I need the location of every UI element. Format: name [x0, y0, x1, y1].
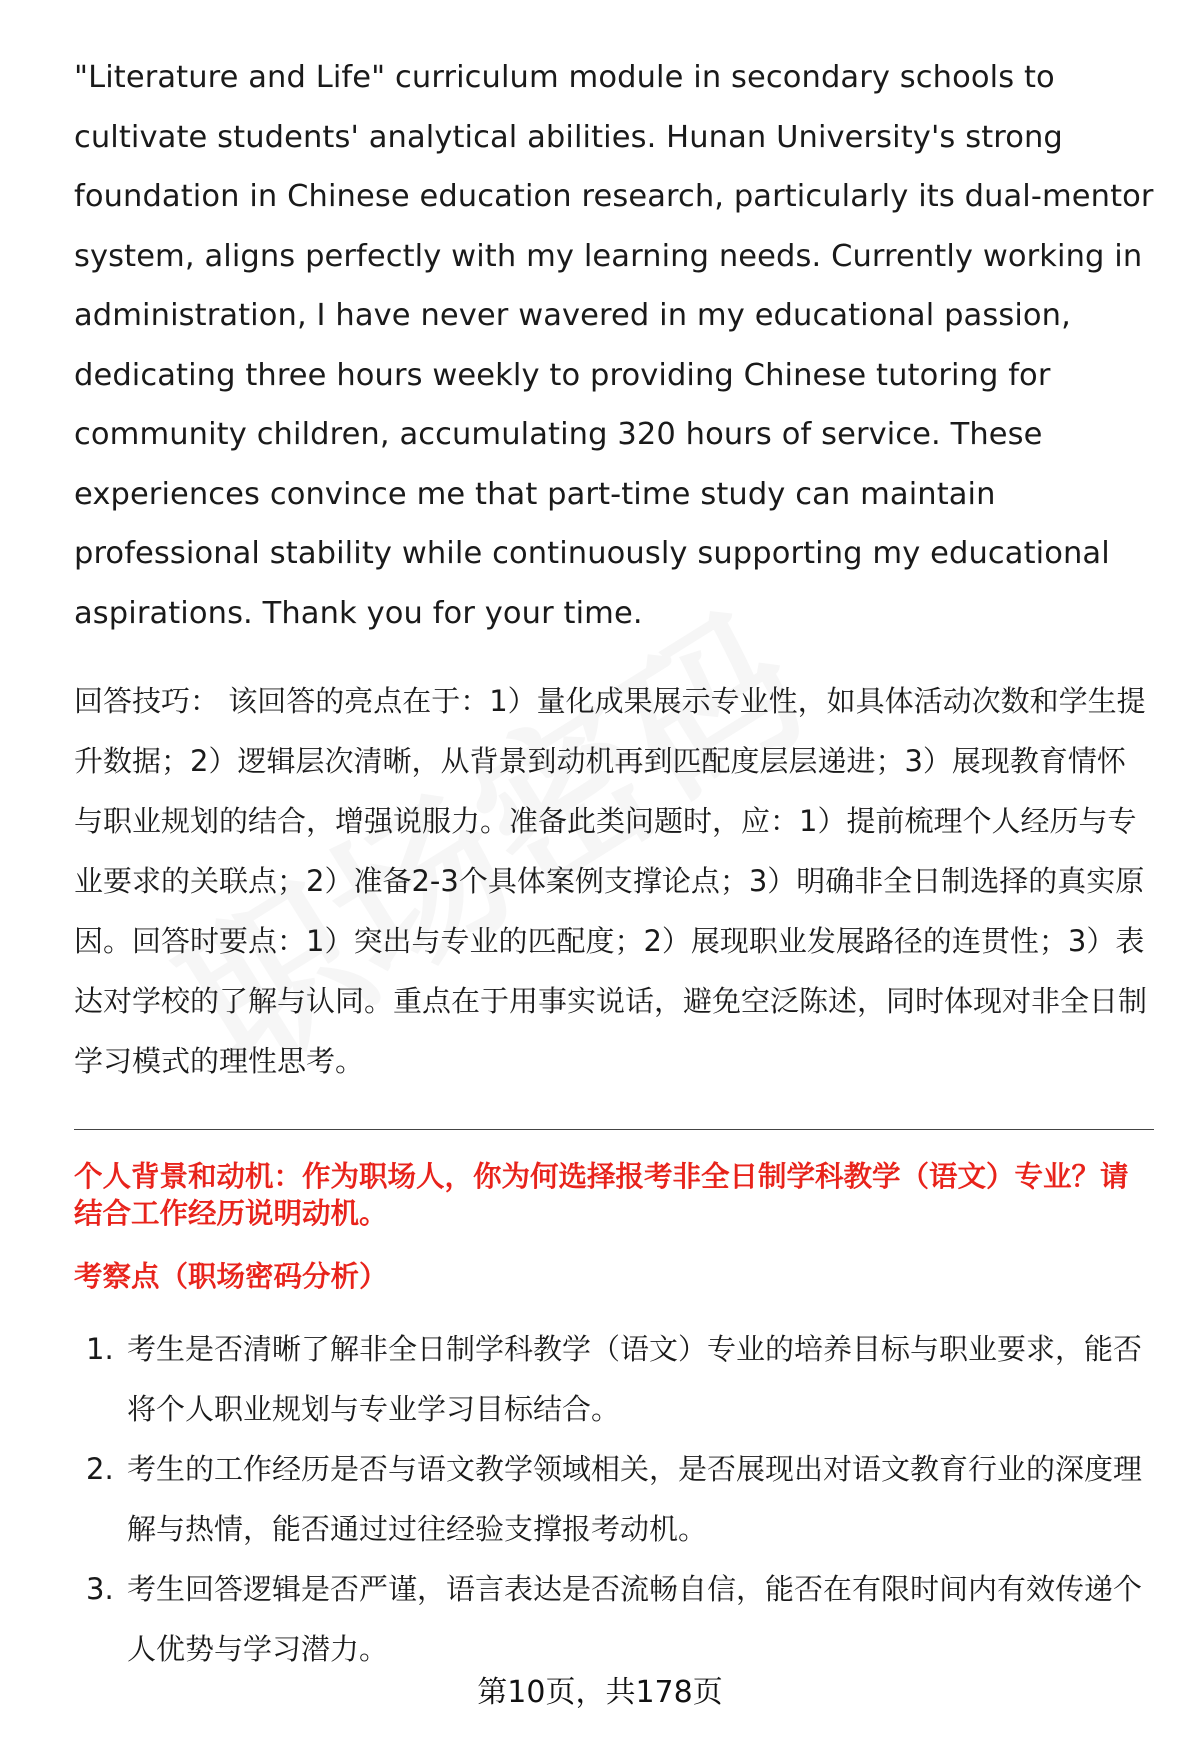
list-item-number: 3. — [86, 1572, 114, 1606]
answer-paragraph: "Literature and Life" curriculum module in secondary schools to cultivate students' analytical abilities. Hunan University's strong foundation in Chinese education research, particularly its dual-mentor system, aligns perfectly with my learning needs. Currently working in administration, I have never wavered in my educational passion, dedicating three hours weekly to providing Chinese tutoring for community children, accumulating 320 hours of service. These experiences convince me that part-time study can maintain professional stability while continuously supporting my educational aspirations. Thank you for your time. — [74, 60, 1154, 631]
list-item-text: 考生是否清晰了解非全日制学科教学（语文）专业的培养目标与职业要求，能否将个人职业规划与专业学习目标结合。 — [127, 1332, 1143, 1426]
list-item-text: 考生的工作经历是否与语文教学领域相关，是否展现出对语文教育行业的深度理解与热情，能否通过过往经验支撑报考动机。 — [127, 1452, 1143, 1546]
list-item — [74, 1439, 1154, 1559]
question-heading: 个人背景和动机：作为职场人，你为何选择报考非全日制学科教学（语文）专业？请结合工作经历说明动机。 — [74, 1160, 1129, 1230]
list-item — [74, 1559, 1154, 1679]
section-divider — [74, 1129, 1154, 1130]
page-footer: 第10页，共178页 — [477, 1675, 723, 1710]
list-item — [74, 1319, 1154, 1439]
answer-tips-paragraph: 回答技巧： 该回答的亮点在于：1）量化成果展示专业性，如具体活动次数和学生提升数据；2）逻辑层次清晰，从背景到动机再到匹配度层层递进；3）展现教育情怀与职业规划的结合，增强说服力。准备此类问题时，应：1）提前梳理个人经历与专业要求的关联点；2）准备2-3个具体案例支撑论点；3）明确非全日制选择的真实原因。回答时要点：1）突出与专业的匹配度；2）展现职业发展路径的连贯性；3）表达对学校的了解与认同。重点在于用事实说话，避免空泛陈述，同时体现对非全日制学习模式的理性思考。 — [74, 684, 1148, 1078]
list-item-number: 1. — [86, 1332, 114, 1366]
document-page — [74, 48, 1154, 1679]
section-title: 考察点（职场密码分析） — [74, 1260, 388, 1293]
list-item-text: 考生回答逻辑是否严谨，语言表达是否流畅自信，能否在有限时间内有效传递个人优势与学习潜力。 — [127, 1572, 1143, 1666]
assessment-points-list — [74, 1319, 1154, 1679]
list-item-number: 2. — [86, 1452, 114, 1486]
